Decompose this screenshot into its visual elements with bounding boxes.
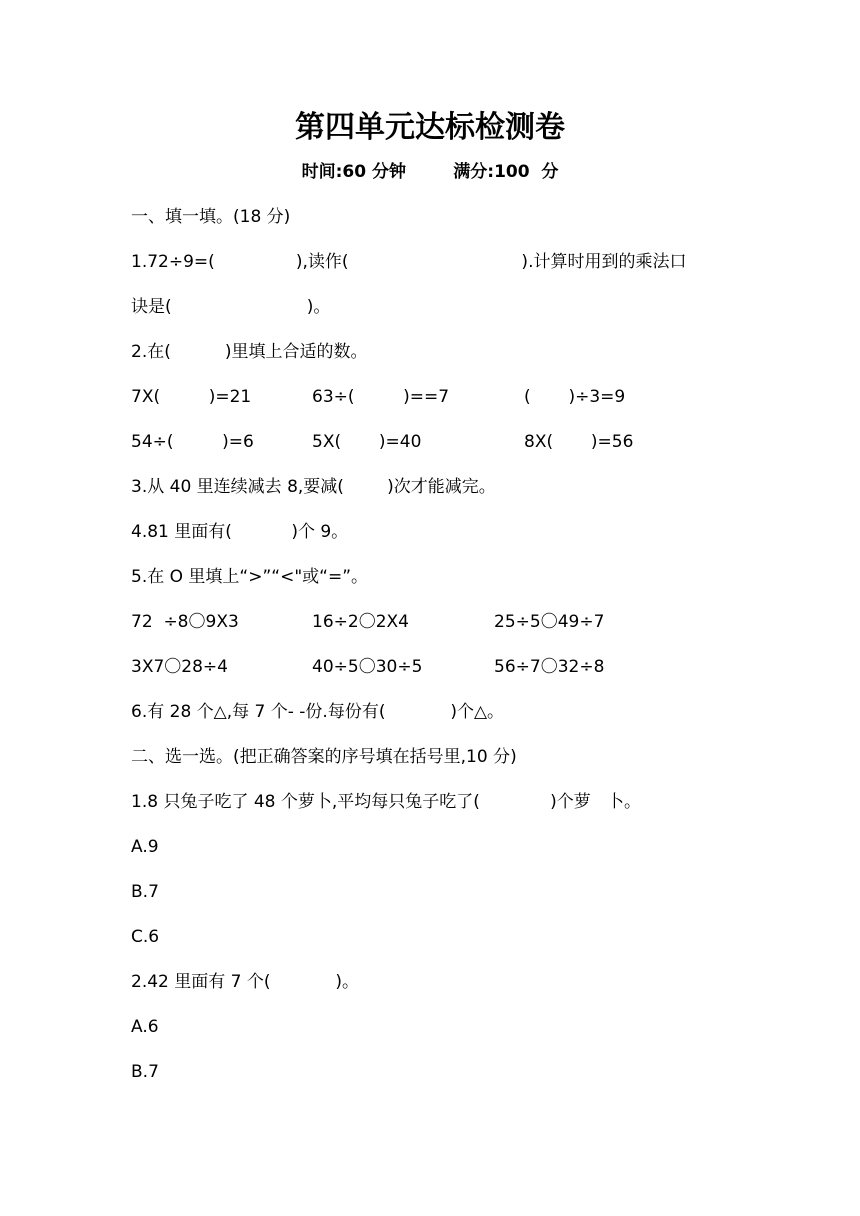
q2-grid-cell: 5X( )=40 xyxy=(312,432,422,452)
section1-heading: 一、填一填。(18 分) xyxy=(131,207,291,227)
q2-grid-cell: 63÷( )==7 xyxy=(312,387,450,407)
time-and-score: 时间:60 分钟 满分:100 分 xyxy=(301,162,559,182)
choice-option: B.7 xyxy=(131,1062,159,1082)
choice-option: A.9 xyxy=(131,837,159,857)
question-2: 2.在( )里填上合适的数。 xyxy=(131,342,368,362)
q5-grid-cell: 72 ÷8〇9X3 xyxy=(131,612,239,632)
q2-grid-cell: ( )÷3=9 xyxy=(524,387,626,407)
question-4: 4.81 里面有( )个 9。 xyxy=(131,522,349,542)
choice-option: B.7 xyxy=(131,882,159,902)
choice-option: C.6 xyxy=(131,927,160,947)
choice-option: A.6 xyxy=(131,1017,159,1037)
q5-grid-cell: 3X7〇28÷4 xyxy=(131,657,228,677)
q2-grid-cell: 54÷( )=6 xyxy=(131,432,254,452)
q2-grid-cell: 7X( )=21 xyxy=(131,387,252,407)
question-1-line1: 1.72÷9=( ),读作( ).计算时用到的乘法口 xyxy=(131,252,687,272)
choice-question-2: 2.42 里面有 7 个( )。 xyxy=(131,972,359,992)
q5-grid-cell: 56÷7〇32÷8 xyxy=(494,657,605,677)
q5-grid-cell: 40÷5〇30÷5 xyxy=(312,657,423,677)
q2-grid-cell: 8X( )=56 xyxy=(524,432,634,452)
page-title: 第四单元达标检测卷 xyxy=(295,110,565,145)
question-1-line2: 诀是( )。 xyxy=(131,297,331,317)
question-6: 6.有 28 个△,每 7 个- -份.每份有( )个△。 xyxy=(131,702,505,722)
q5-grid-cell: 16÷2〇2X4 xyxy=(312,612,409,632)
question-3: 3.从 40 里连续减去 8,要减( )次才能减完。 xyxy=(131,477,496,497)
section2-heading: 二、选一选。(把正确答案的序号填在括号里,10 分) xyxy=(131,747,517,767)
q5-grid-cell: 25÷5〇49÷7 xyxy=(494,612,605,632)
choice-question-1: 1.8 只兔子吃了 48 个萝卜,平均每只兔子吃了( )个萝 卜。 xyxy=(131,792,642,812)
question-5: 5.在 O 里填上“>”“<"或“=”。 xyxy=(131,567,368,587)
